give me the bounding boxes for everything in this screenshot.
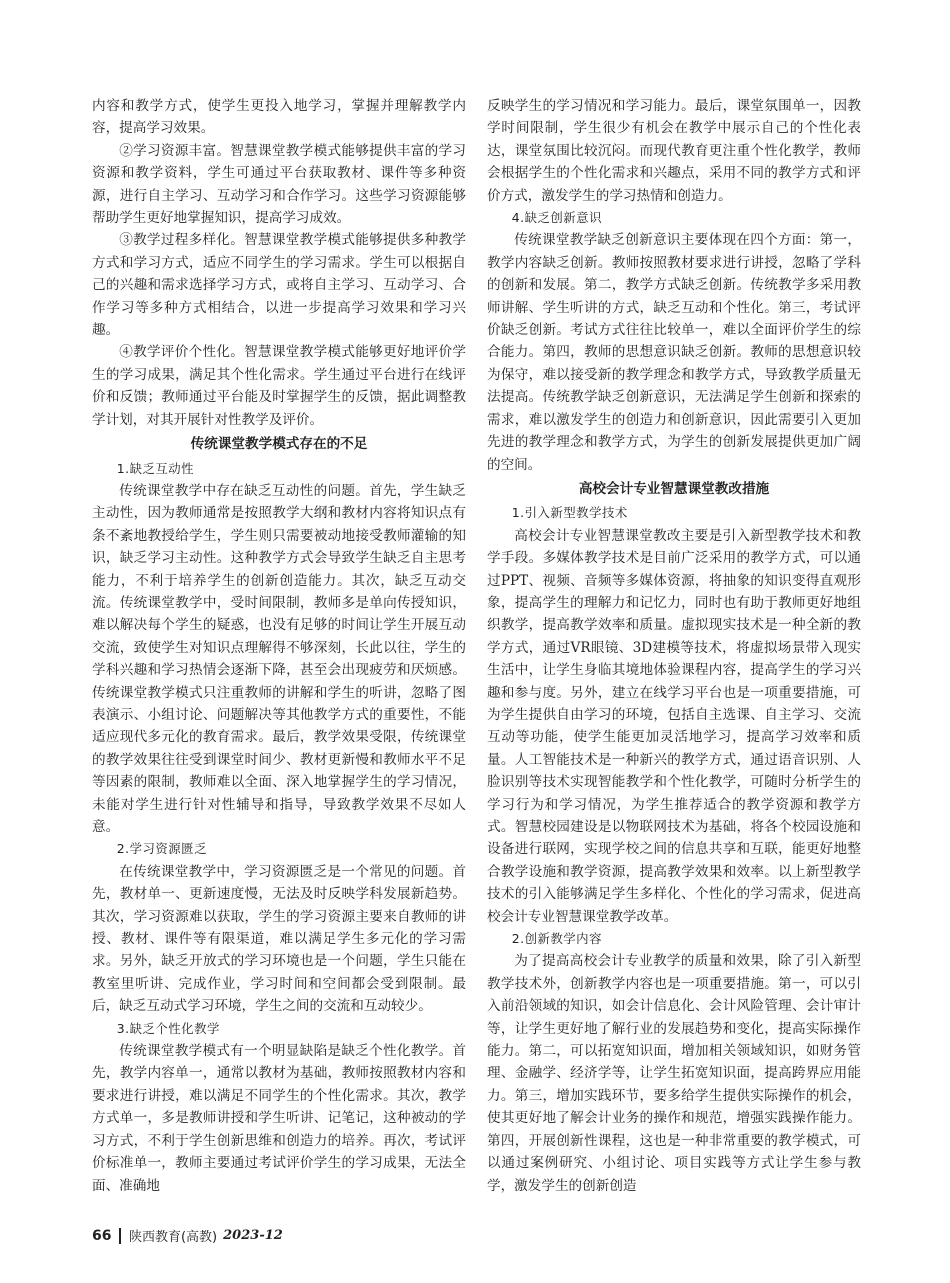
subsection-heading: 3.缺乏个性化教学 (116, 1020, 220, 1036)
subsection-heading: 1.缺乏互动性 (116, 460, 195, 476)
left-column (92, 95, 466, 1197)
subsection-heading: 1.引入新型教学技术 (511, 505, 628, 521)
paragraph: 传统课堂教学模式有一个明显缺陷是缺乏个性化教学。首先，教学内容单一，通常以教材为基础，教师按照教材内容和要求进行讲授，难以满足不同学生的个性化需求。其次，教学方式单一，多是教师讲授和学生听讲、记笔记，这种被动的学习方式，不利于学生创新思维和创造力的培养。再次，考试评价标准单一，教师主要通过考试评价学生的学习成果，无法全面、准确地 (92, 1043, 466, 1194)
paragraph: ②学习资源丰富。智慧课堂教学模式能够提供丰富的学习资源和教学资料，学生可通过平台获取教材、课件等多种资源，进行自主学习、互动学习和合作学习。这些学习资源能够帮助学生更好地掌握知识，提高学习成效。 (92, 142, 466, 227)
subsection-heading: 2.学习资源匮乏 (116, 841, 207, 857)
page-footer (92, 1226, 283, 1245)
paragraph: 传统课堂教学缺乏创新意识主要体现在四个方面：第一，教学内容缺乏创新。教师按照教材要求进行讲授，忽略了学科的创新和发展。第二，教学方式缺乏创新。传统教学多采用教师讲解、学生听讲的方式，缺乏互动和个性化。第三，考试评价缺乏创新。考试方式往往比较单一，难以全面评价学生的综合能力。第四，教师的思想意识缺乏创新。教师的思想意识较为保守，难以接受新的教学理念和教学方式，导致教学质量无法提高。传统教学缺乏创新意识，无法满足学生创新和探索的需求，难以激发学生的创造力和创新意识，因此需要引入更加先进的教学理念和教学方式，为学生的创新发展提供更加广阔的空间。 (487, 232, 861, 473)
journal-name: 陕西教育(高教) (128, 1230, 218, 1245)
section-heading: 高校会计专业智慧课堂教改措施 (578, 480, 770, 497)
paragraph: 反映学生的学习情况和学习能力。最后，课堂氛围单一，因教学时间限制，学生很少有机会在教学中展示自己的个性化表达，课堂氛围比较沉闷。而现代教育更注重个性化教学，教师会根据学生的个性化需求和兴趣点，采用不同的教学方式和评价方式，激发学生的学习热情和创造力。 (487, 98, 861, 204)
paragraph: 为了提高高校会计专业教学的质量和效果，除了引入新型教学技术外，创新教学内容也是一项重要措施。第一，可以引入前沿领域的知识，如会计信息化、会计风险管理、会计审计等，让学生更好地了解行业的发展趋势和变化，提高实际操作能力。第二，可以拓宽知识面，增加相关领域知识，如财务管理、金融学、经济学等，让学生拓宽知识面，提高跨界应用能力。第三，增加实践环节，要多给学生提供实际操作的机会，使其更好地了解会计业务的操作和规范，增强实践操作能力。第四，开展创新性课程，这也是一种非常重要的教学模式，可以通过案例研究、小组讨论、项目实践等方式让学生参与教学，激发学生的创新创造 (487, 953, 861, 1194)
subsection-heading: 4.缺乏创新意识 (511, 210, 602, 226)
paragraph: 内容和教学方式，使学生更投入地学习，掌握并理解教学内容，提高学习效果。 (92, 98, 466, 137)
section-heading: 传统课堂教学模式存在的不足 (190, 436, 368, 453)
issue-number: 2023-12 (223, 1228, 283, 1243)
subsection-heading: 2.创新教学内容 (511, 931, 602, 947)
paragraph: ③教学过程多样化。智慧课堂教学模式能够提供多种教学方式和学习方式，适应不同学生的学习需求。学生可以根据自己的兴趣和需求选择学习方式，或将自主学习、互动学习、合作学习等多种方式相结合，以进一步提高学习效果和学习兴趣。 (92, 232, 466, 339)
paragraph: 高校会计专业智慧课堂教改主要是引入新型教学技术和教学手段。多媒体教学技术是目前广泛采用的教学方式，可以通过PPT、视频、音频等多媒体资源，将抽象的知识变得直观形象，提高学生的理解力和记忆力，同时也有助于教师更好地组织教学，提高教学效率和质量。虚拟现实技术是一种全新的教学方式，通过VR眼镜、3D建模等技术，将虚拟场景带入现实生活中，让学生身临其境地体验课程内容，提高学生的学习兴趣和参与度。另外，建立在线学习平台也是一项重要措施，可为学生提供自由学习的环境，包括自主选课、自主学习、交流互动等功能，使学生能更加灵活地学习，提高学习效率和质量。人工智能技术是一种新兴的教学方式，通过语音识别、人脸识别等技术实现智能教学和个性化教学，可随时分析学生的学习行为和学习情况，为学生推荐适合的教学资源和教学方式。智慧校园建设是以物联网技术为基础，将各个校园设施和设备进行联网，实现学校之间的信息共享和互联，能更好地整合教学设施和教学资源，提高教学效果和效率。以上新型教学技术的引入能够满足学生多样化、个性化的学习需求，促进高校会计专业智慧课堂教学改革。 (487, 527, 861, 925)
right-column (487, 95, 861, 1197)
footer-divider (119, 1228, 121, 1244)
paragraph: 传统课堂教学中存在缺乏互动性的问题。首先，学生缺乏主动性，因为教师通常是按照教学大纲和教材内容将知识点有条不紊地教授给学生，学生则只需要被动地接受教师灌输的知识，缺乏学习主动性。这种教学方式会导致学生缺乏自主思考能力，不利于培养学生的创新创造能力。其次，缺乏互动交流。传统课堂教学中，受时间限制，教师多是单向传授知识，难以解决每个学生的疑惑，也没有足够的时间让学生开展互动交流，致使学生对知识点理解得不够深刻，长此以往，学生的学科兴趣和学习热情会逐渐下降，甚至会出现疲劳和厌烦感。传统课堂教学模式只注重教师的讲解和学生的听讲，忽略了图表演示、小组讨论、问题解决等其他教学方式的重要性，不能适应现代多元化的教育需求。最后，教学效果受限，传统课堂的教学效果往往受到课堂时间少、教材更新慢和教师水平不足等因素的限制，教师难以全面、深入地掌握学生的学习情况，未能对学生进行针对性辅导和指导，导致教学效果不尽如人意。 (92, 482, 466, 835)
paragraph: ④教学评价个性化。智慧课堂教学模式能够更好地评价学生的学习成果，满足其个性化需求。学生通过平台进行在线评价和反馈；教师通过平台能及时掌握学生的反馈，据此调整教学计划，对其开展针对性教学及评价。 (92, 344, 466, 428)
paragraph: 在传统课堂教学中，学习资源匮乏是一个常见的问题。首先，教材单一、更新速度慢，无法及时反映学科发展新趋势。其次，学习资源难以获取，学生的学习资源主要来自教师的讲授、教材、课件等有限渠道，难以满足学生多元化的学习需求。另外，缺乏开放式的学习环境也是一个问题，学生只能在教室里听讲、完成作业，学习时间和空间都会受到限制。最后，缺乏互动式学习环境，学生之间的交流和互动较少。 (92, 863, 466, 1015)
page-number: 66 (92, 1227, 112, 1244)
